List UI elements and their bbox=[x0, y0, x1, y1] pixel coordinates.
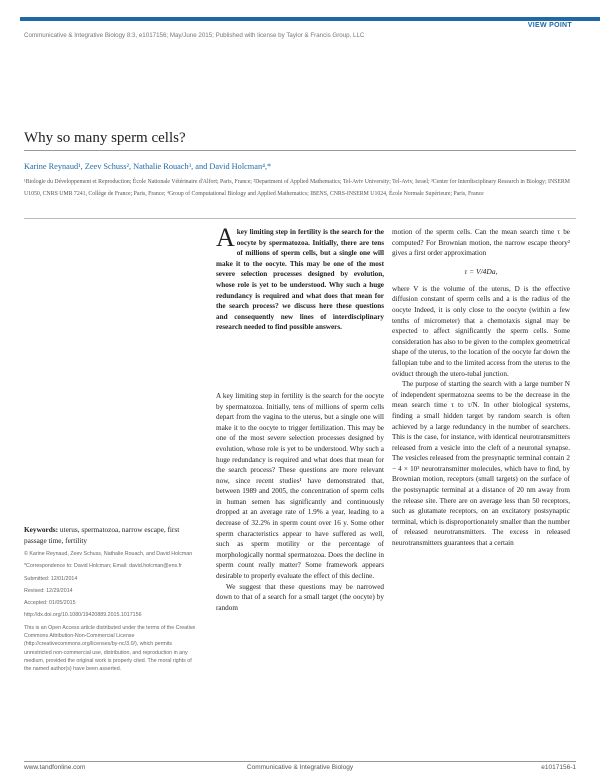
body-paragraph: where V is the volume of the uterus, D is the effective diffusion constant of sperm cells and a is the radius of the oocyte Indeed, it is only close to the oocyte (within a few tenths of micrometer) that a chemotaxis signal may be expected to affect significantly the sperm cells. Some consideration has also to be given to the complex geometrical shape of the uterus, to the location of the oocyte far down the fallopian tube and to the limited access from the uterus to the oviduct through the utero-tubal junction. bbox=[392, 284, 570, 378]
footer-website[interactable]: www.tandfonline.com bbox=[24, 764, 86, 771]
correspondence: *Correspondence to: David Holcman; Email: david.holcman@ens.fr bbox=[24, 563, 182, 570]
body-paragraph: The purpose of starting the search with a large number N of independent spermatozoa seems to be the decrease in the mean search time τ to τ/N. In other biological systems, finding a small hidden target by random search is often achieved by a large redundancy in the number of searchers. This is the case, for instance, with identical neurotransmitters released from a vesicle into the cleft of a neuronal synapse. The vesicles released from the presynaptic terminal contain 2 − 4 × 10³ neurotransmitter molecules, which have to find, by Brownian motion, receptors (small targets) on the surface of the postsynaptic terminal at a distance of 20 nm away from the release site. There are on average less than 50 receptors, such as glutamate receptors, on an excitatory postsynaptic terminal, which is disproportionately smaller than the number of released neurotransmitters. The excess in released neurotransmitters guarantees that a certain bbox=[392, 380, 570, 548]
body-column-2 bbox=[392, 227, 570, 549]
abstract-dropcap: A bbox=[216, 223, 235, 252]
footer-page-id: e1017156-1 bbox=[541, 764, 576, 771]
revised-date: Revised: 12/29/2014 bbox=[24, 587, 73, 594]
copyright-notice: © Karine Reynaud, Zeev Schuss, Nathalie Rouach, and David Holcman bbox=[24, 551, 193, 557]
article-type-label: VIEW POINT bbox=[527, 22, 572, 29]
title-divider bbox=[24, 150, 576, 151]
author-list: Karine Reynaud¹, Zeev Schuss², Nathalie Rouach³, and David Holcman⁴,* bbox=[24, 162, 272, 171]
keywords-label: Keywords: bbox=[24, 525, 59, 534]
keywords bbox=[24, 525, 200, 546]
affiliation-divider bbox=[24, 218, 576, 219]
abstract-text: key limiting step in fertility is the search for the oocyte by spermatozoa. Initially, there are tens of millions of sperm cells, but a single one will make it to the oocyte. This may be one of the most severe selection processes designed by evolution, whose role is yet to be understood. Why such a huge redundancy is required and what does that mean for the search process? we discuss here these questions and consequently new lines of interdisciplinary research needed to find possible answers. bbox=[216, 228, 384, 332]
abstract bbox=[216, 223, 384, 333]
doi-link[interactable]: http://dx.doi.org/10.1080/19420889.2015.1017156 bbox=[24, 612, 142, 619]
equation: τ = V/4Da, bbox=[464, 266, 498, 276]
license-text: This is an Open Access article distributed under the terms of the Creative Commons Attribution-Non-Commercial License (http://creativecommons.org/licenses/by-nc/3.0/), which permits unrestricted non-commercial use, distribution, and reproduction in any medium, provided the original work is properly cited. The moral rights of the named author(s) have been asserted. bbox=[24, 624, 196, 673]
article-metadata bbox=[24, 525, 200, 678]
accepted-date: Accepted: 01/05/2015 bbox=[24, 600, 76, 607]
footer-journal: Communicative & Integrative Biology bbox=[246, 764, 354, 771]
affiliations: ¹Biologie du Développement et Reproduction; École Nationale Vétérinaire d'Alfort; Paris, France; ²Department of Applied Mathematics; Tel-Aviv University; Tel-Aviv, Israel; ³Center for Interdisciplinary Research in Biology; INSERM U1050, CNRS UMR 7241, Collège de France; Paris, France; ⁴Group of Computational Biology and Applied Mathematics; IBENS, CNRS-INSERM U1024, École Normale Supérieure; Paris, France bbox=[24, 179, 570, 197]
submitted-date: Submitted: 12/01/2014 bbox=[24, 575, 78, 582]
keywords-text: uterus, spermatozoa, narrow escape, first passage time, fertility bbox=[24, 525, 180, 545]
body-paragraph: motion of the sperm cells. Can the mean search time τ be computed? For Brownian motion, the narrow escape theory² gives a first order approximation bbox=[392, 228, 570, 258]
article-title: Why so many sperm cells? bbox=[24, 130, 186, 146]
body-paragraph: A key limiting step in fertility is the search for the oocyte by spermatozoa. Initially, tens of millions of sperm cells depart from the vagina to the uterus, but a single one will make it to the oocyte to trigger fertilization. This may be one of the most severe selection processes designed by evolution, whose role is yet to be understood. Why such a huge redundancy is required and what does that mean for the search process? These questions are more relevant now, since recent studies¹ have demonstrated that, between 1989 and 2005, the concentration of sperm cells in human semen has significantly and continuously dropped at an average rate of 1.9% a year, leading to a decrease of 32.2% in sperm count over 16 y. Some other sperm characteristics appear to have suffered as well, such as sperm motility or the percentage of morphologically normal spermatozoa. Does the decline in sperm count really matter? Some framework appears desirable to properly evaluate the effect of this decline. bbox=[216, 391, 384, 581]
journal-citation: Communicative & Integrative Biology 8:3, e1017156; May/June 2015; Published with license by Taylor & Francis Group, LLC bbox=[24, 32, 365, 39]
body-paragraph: We suggest that these questions may be narrowed down to that of a search for a small target (the oocyte) by random bbox=[216, 582, 384, 612]
header-bar bbox=[20, 17, 600, 21]
body-column-1 bbox=[216, 223, 384, 613]
footer-divider bbox=[24, 761, 576, 762]
